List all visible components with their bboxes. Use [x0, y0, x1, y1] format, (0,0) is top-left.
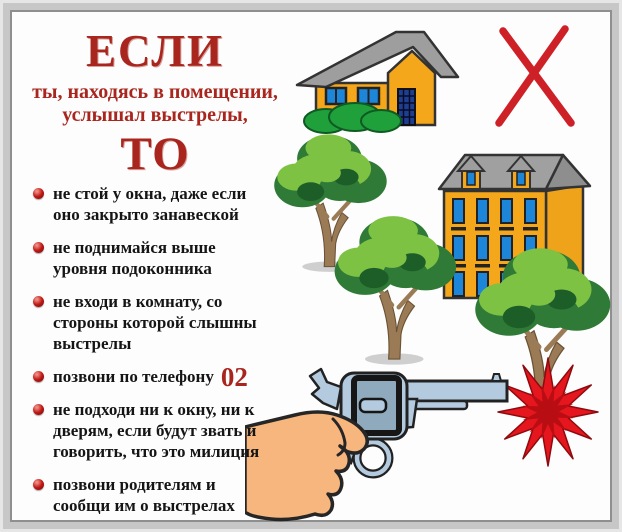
emergency-number: 02	[220, 362, 248, 392]
subtitle	[11, 81, 299, 127]
rule-text-before: позвони по телефону	[53, 367, 214, 386]
rule-item	[33, 183, 271, 225]
bullet-dot-icon	[33, 479, 44, 490]
rule-item	[33, 474, 271, 516]
rule-item	[33, 291, 271, 354]
title-then: ТО	[120, 128, 190, 180]
rule-text: не стой у окна, даже если оно закрыто занавеской	[53, 184, 247, 224]
hand-revolver-icon	[245, 365, 515, 523]
rule-text: не подходи ни к окну, ни к дверям, если будут звать и говорить, что это милиция	[53, 400, 260, 461]
bullet-dot-icon	[33, 242, 44, 253]
rule-text: не входи в комнату, со стороны которой слышны выстрелы	[53, 292, 257, 353]
bullet-dot-icon	[33, 296, 44, 307]
tree-art	[335, 216, 457, 365]
bullet-dot-icon	[33, 371, 44, 382]
tree-icon	[329, 206, 464, 368]
rule-text: позвони родителям и сообщи им о выстрелах	[53, 475, 235, 515]
title-if: ЕСЛИ	[86, 26, 224, 76]
bullet-dot-icon	[33, 188, 44, 199]
rule-item	[33, 237, 271, 279]
red-cross-mark-icon	[489, 21, 585, 131]
subtitle-line2: услышал выстрелы,	[62, 104, 248, 126]
rule-item	[33, 399, 271, 462]
bullet-dot-icon	[33, 404, 44, 415]
rule-text	[53, 362, 248, 392]
rule-item-phone	[33, 362, 271, 392]
subtitle-line1: ты, находясь в помещении,	[32, 81, 278, 103]
rule-text: не поднимайся выше уровня подоконника	[53, 238, 216, 278]
rules-list	[33, 183, 271, 516]
